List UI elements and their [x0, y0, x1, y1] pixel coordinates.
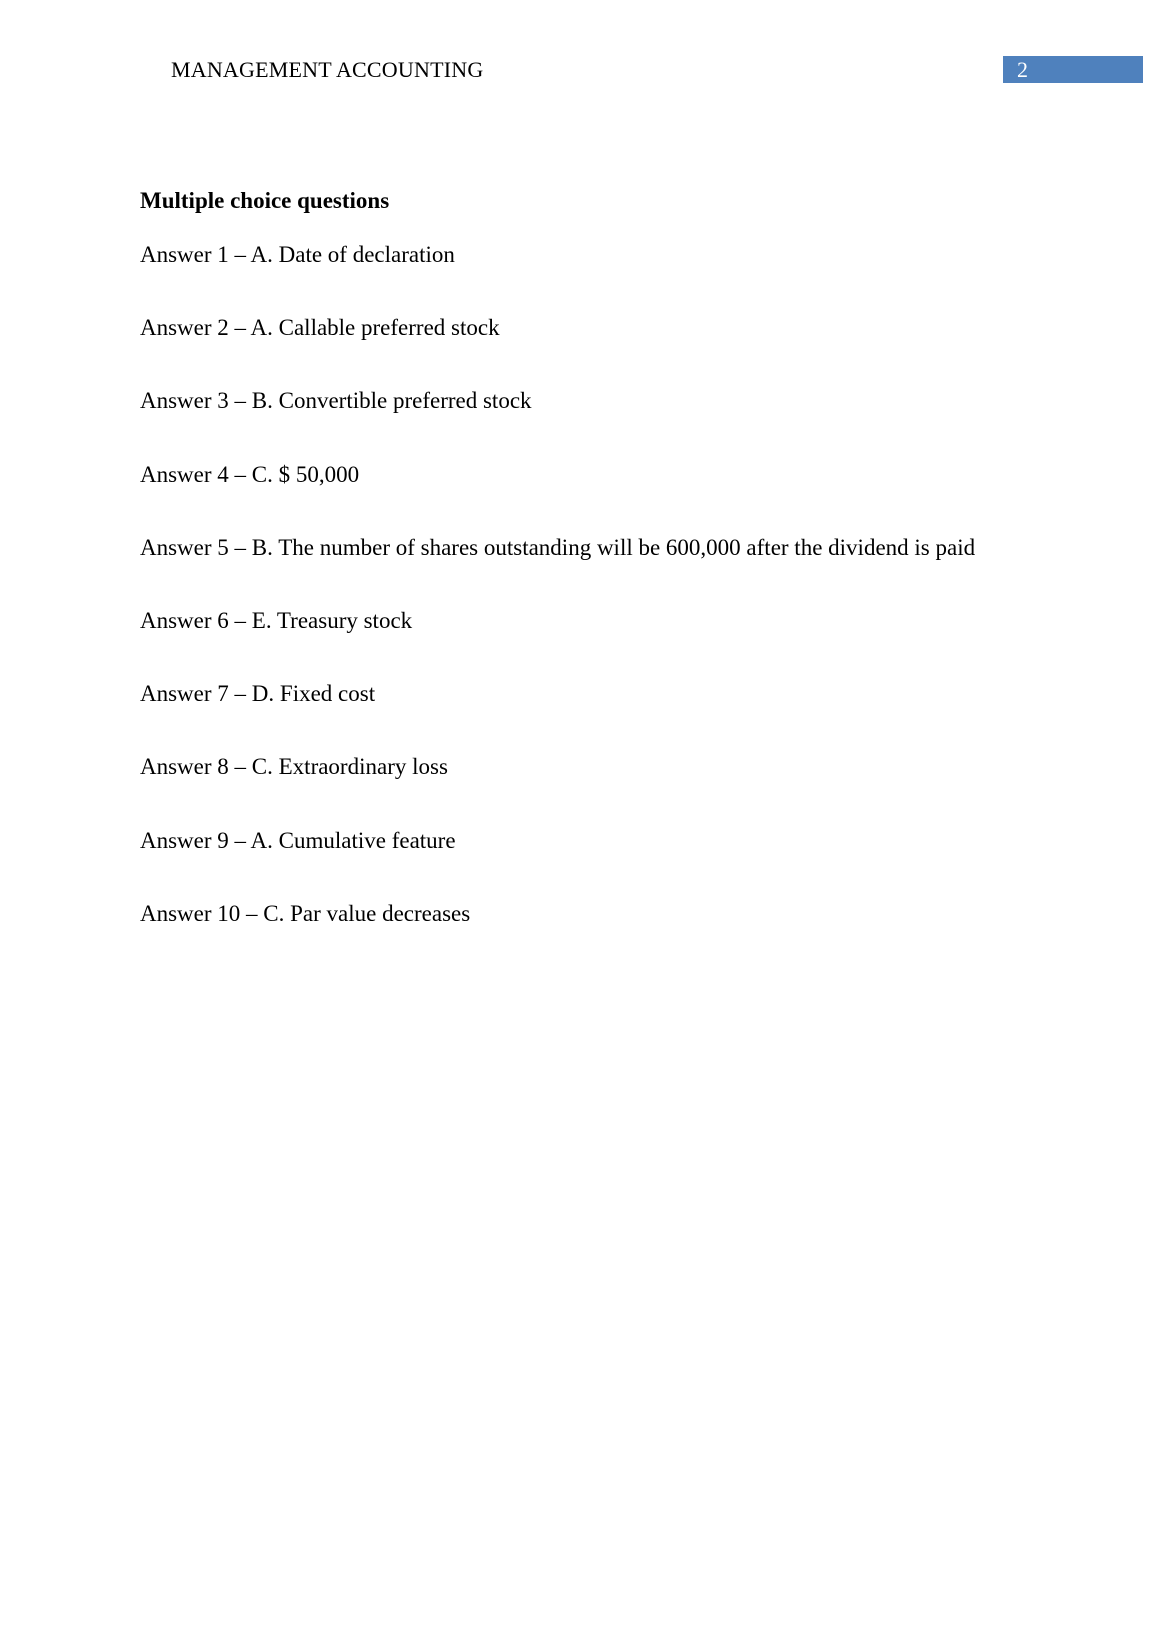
- answer-8: Answer 8 – C. Extraordinary loss: [140, 754, 448, 780]
- answer-6: Answer 6 – E. Treasury stock: [140, 607, 413, 633]
- answer-3: Answer 3 – B. Convertible preferred stock: [140, 388, 532, 414]
- answer-10: Answer 10 – C. Par value decreases: [140, 900, 471, 926]
- page-number: 2: [1003, 56, 1143, 83]
- answer-4: Answer 4 – C. $ 50,000: [140, 461, 360, 487]
- answer-7: Answer 7 – D. Fixed cost: [140, 681, 376, 707]
- answer-5: Answer 5 – B. The number of shares outstanding will be 600,000 after the dividend is paid: [140, 534, 976, 560]
- running-head: MANAGEMENT ACCOUNTING: [171, 57, 484, 82]
- answer-2: Answer 2 – A. Callable preferred stock: [140, 315, 500, 341]
- answer-1: Answer 1 – A. Date of declaration: [140, 242, 455, 267]
- answer-list: [140, 240, 1140, 972]
- answer-9: Answer 9 – A. Cumulative feature: [140, 827, 456, 853]
- section-heading: Multiple choice questions: [140, 188, 390, 213]
